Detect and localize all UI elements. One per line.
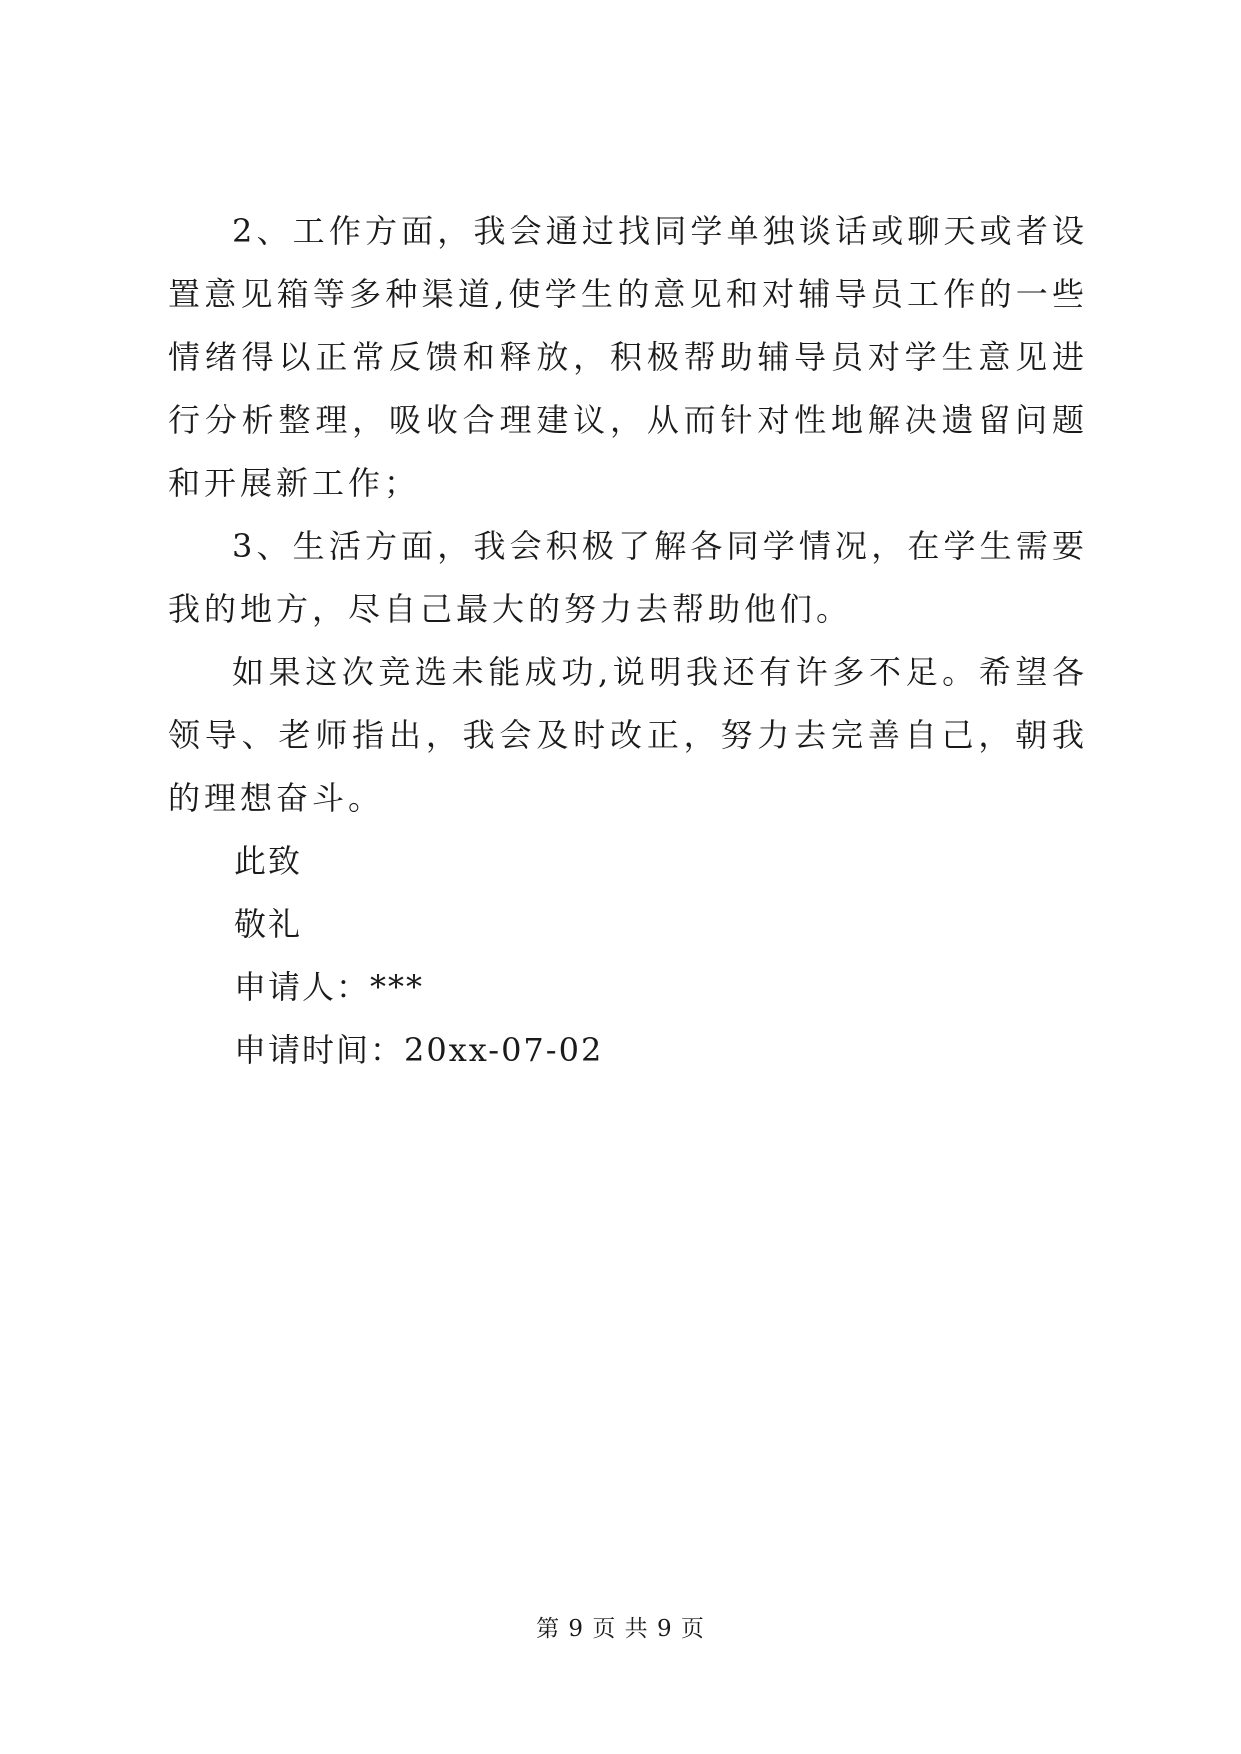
paragraph-conclusion: 如果这次竞选未能成功,说明我还有许多不足。希望各领导、老师指出，我会及时改正，努力去完善自己，朝我的理想奋斗。 <box>168 653 1088 817</box>
applicant-line: 申请人：*** <box>234 968 425 1006</box>
paragraph-life: 3、生活方面，我会积极了解各同学情况，在学生需要我的地方，尽自己最大的努力去帮助他们。 <box>168 527 1088 628</box>
paragraph-work: 2、工作方面，我会通过找同学单独谈话或聊天或者设置意见箱等多种渠道,使学生的意见和对辅导员工作的一些情绪得以正常反馈和释放，积极帮助辅导员对学生意见进行分析整理，吸收合理建议，从而针对性地解决遗留问题和开展新工作； <box>168 212 1088 502</box>
salutation-line: 敬礼 <box>234 905 303 943</box>
closing-line: 此致 <box>234 842 303 880</box>
page-number-footer: 第 9 页 共 9 页 <box>536 1616 705 1642</box>
letter-body <box>168 200 1088 1082</box>
date-line: 申请时间：20xx-07-02 <box>234 1031 604 1069</box>
